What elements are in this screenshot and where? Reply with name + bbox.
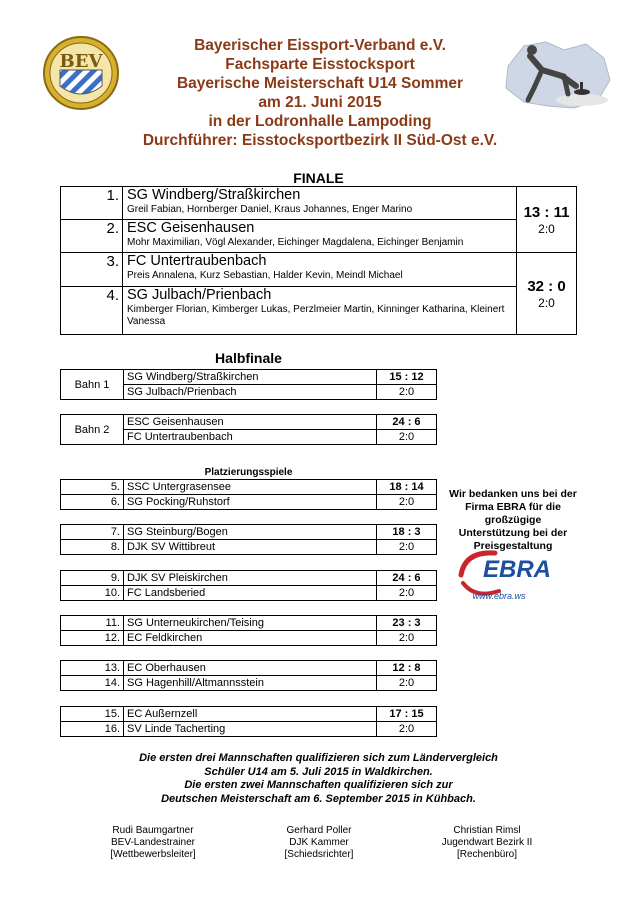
table-row	[61, 722, 437, 737]
finale-result-cell	[517, 253, 577, 335]
game-points: 2:0	[377, 385, 437, 400]
team-name: SG Steinburg/Bogen	[124, 525, 377, 540]
placement-rank: 7.	[61, 525, 124, 540]
team-name: FC Landsberied	[124, 586, 377, 601]
game-points: 2:0	[377, 676, 437, 691]
ebra-logo	[455, 545, 565, 605]
placement-table	[60, 660, 437, 691]
header-line-3: Bayerische Meisterschaft U14 Sommer	[176, 75, 464, 92]
finale-players: Kimberger Florian, Kimberger Lukas, Perzlmeier Martin, Kinninger Katharina, Kleinert Vanessa	[127, 304, 505, 327]
qualification-line-2: Schüler U14 am 5. Juli 2015 in Waldkirchen.	[204, 765, 433, 778]
halbfinale-table-2	[60, 414, 437, 445]
table-row	[61, 370, 437, 385]
game-score: 15 : 12	[377, 370, 437, 385]
signature-role: Jugendwart Bezirk II	[441, 837, 533, 848]
qualification-line-1: Die ersten drei Mannschaften qualifizieren sich zum Ländervergleich	[139, 752, 498, 764]
table-row	[61, 525, 437, 540]
placement-rank: 13.	[61, 661, 124, 676]
game-points: 2:0	[377, 631, 437, 646]
document-header	[120, 36, 520, 150]
halbfinale-table-1	[60, 369, 437, 400]
placement-rank: 12.	[61, 631, 124, 646]
finale-players: Mohr Maximilian, Vögl Alexander, Eichinger Magdalena, Eichinger Benjamin	[127, 237, 464, 248]
placement-rank: 10.	[61, 586, 124, 601]
finale-team-cell	[123, 187, 517, 220]
game-score: 18 : 3	[377, 525, 437, 540]
placement-rank: 6.	[61, 495, 124, 510]
sponsor-thanks-text: Wir bedanken uns bei der Firma EBRA für die großzügige Unterstützung bei der Preisgestaltung	[449, 488, 577, 552]
signature-name: Rudi Baumgartner	[112, 825, 194, 836]
placement-rank: 15.	[61, 707, 124, 722]
table-row	[61, 586, 437, 601]
team-name: SG Hagenhill/Altmannsstein	[124, 676, 377, 691]
signature-function: [Wettbewerbsleiter]	[110, 849, 196, 860]
signature-function: [Rechenbüro]	[456, 849, 518, 860]
finale-players: Greil Fabian, Hornberger Daniel, Kraus Johannes, Enger Marino	[127, 204, 413, 215]
game-score: 24 : 6	[377, 415, 437, 430]
game-score: 17 : 15	[377, 707, 437, 722]
finale-table	[60, 186, 577, 335]
finale-team-name: SG Windberg/Straßkirchen	[127, 187, 301, 203]
finale-team-name: SG Julbach/Prienbach	[127, 287, 272, 303]
team-name: SG Windberg/Straßkirchen	[124, 370, 377, 385]
team-name: SG Pocking/Ruhstorf	[124, 495, 377, 510]
placement-table	[60, 479, 437, 510]
game-points: 2:0	[377, 540, 437, 555]
team-name: EC Außernzell	[124, 707, 377, 722]
finale-team-cell	[123, 287, 517, 335]
header-line-2: Fachsparte Eisstocksport	[225, 56, 415, 73]
table-row	[61, 495, 437, 510]
finale-players: Preis Annalena, Kurz Sebastian, Halder Kevin, Meindl Michael	[127, 270, 403, 281]
placement-rank: 8.	[61, 540, 124, 555]
lane-label: Bahn 2	[61, 415, 124, 445]
placement-rank: 5.	[61, 480, 124, 495]
placement-rank: 16.	[61, 722, 124, 737]
header-line-6: Durchführer: Eisstocksportbezirk II Süd-Ost e.V.	[142, 132, 498, 149]
placement-table	[60, 706, 437, 737]
table-row	[61, 631, 437, 646]
platzierung-title: Platzierungsspiele	[204, 467, 293, 478]
halbfinale-title: Halbfinale	[215, 350, 282, 366]
game-score: 23 : 3	[377, 616, 437, 631]
table-row	[61, 540, 437, 555]
bev-logo-text: BEV	[59, 51, 103, 72]
placement-rank: 9.	[61, 571, 124, 586]
team-name: ESC Geisenhausen	[124, 415, 377, 430]
table-row	[61, 616, 437, 631]
finale-score: 32 : 0	[527, 277, 566, 295]
team-name: DJK SV Wittibreut	[124, 540, 377, 555]
signature-name: Gerhard Poller	[286, 825, 352, 836]
game-score: 12 : 8	[377, 661, 437, 676]
finale-team-name: FC Untertraubenbach	[127, 253, 267, 269]
team-name: SSC Untergrasensee	[124, 480, 377, 495]
finale-title: FINALE	[293, 170, 344, 186]
finale-place: 4.	[61, 287, 123, 335]
ebra-logo-text: EBRA	[482, 556, 552, 583]
header-line-5: in der Lodronhalle Lampoding	[208, 113, 432, 130]
signature-block-3	[407, 825, 567, 861]
signature-block-1	[73, 825, 233, 861]
signature-function: [Schiedsrichter]	[284, 849, 354, 860]
placement-table	[60, 570, 437, 601]
team-name: SG Julbach/Prienbach	[124, 385, 377, 400]
table-row	[61, 480, 437, 495]
game-score: 24 : 6	[377, 571, 437, 586]
qualification-note	[60, 752, 577, 806]
table-row	[61, 661, 437, 676]
game-points: 2:0	[377, 430, 437, 445]
finale-place: 1.	[61, 187, 123, 220]
signature-name: Christian Rimsl	[453, 825, 521, 836]
team-name: EC Oberhausen	[124, 661, 377, 676]
table-row	[61, 220, 577, 253]
signature-block-2	[239, 825, 399, 861]
table-row	[61, 571, 437, 586]
team-name: SV Linde Tacherting	[124, 722, 377, 737]
placement-rank: 11.	[61, 616, 124, 631]
table-row	[61, 253, 577, 287]
finale-team-cell	[123, 220, 517, 253]
qualification-line-3: Die ersten zwei Mannschaften qualifizieren sich zur	[184, 779, 453, 791]
signature-role: DJK Kammer	[289, 837, 349, 848]
table-row	[61, 415, 437, 430]
table-row	[61, 187, 577, 220]
finale-points: 2:0	[538, 295, 555, 310]
finale-place: 3.	[61, 253, 123, 287]
placement-table	[60, 615, 437, 646]
finale-team-cell	[123, 253, 517, 287]
game-points: 2:0	[377, 495, 437, 510]
header-line-4: am 21. Juni 2015	[258, 94, 382, 111]
bev-logo	[42, 34, 120, 112]
finale-result-cell	[517, 187, 577, 253]
table-row	[61, 676, 437, 691]
ebra-url-text: www.ebra.ws	[472, 591, 526, 601]
placement-table	[60, 524, 437, 555]
team-name: FC Untertraubenbach	[124, 430, 377, 445]
game-points: 2:0	[377, 586, 437, 601]
signature-role: BEV-Landestrainer	[111, 837, 195, 848]
header-line-1: Bayerischer Eissport-Verband e.V.	[194, 37, 446, 54]
finale-score: 13 : 11	[523, 203, 570, 221]
team-name: EC Feldkirchen	[124, 631, 377, 646]
qualification-line-4: Deutschen Meisterschaft am 6. September 2015 in Kühbach.	[161, 792, 476, 805]
finale-place: 2.	[61, 220, 123, 253]
finale-points: 2:0	[538, 221, 555, 236]
lane-label: Bahn 1	[61, 370, 124, 400]
game-points: 2:0	[377, 722, 437, 737]
placement-rank: 14.	[61, 676, 124, 691]
team-name: DJK SV Pleiskirchen	[124, 571, 377, 586]
finale-team-name: ESC Geisenhausen	[127, 220, 255, 236]
game-score: 18 : 14	[377, 480, 437, 495]
table-row	[61, 287, 577, 335]
table-row	[61, 707, 437, 722]
team-name: SG Unterneukirchen/Teising	[124, 616, 377, 631]
